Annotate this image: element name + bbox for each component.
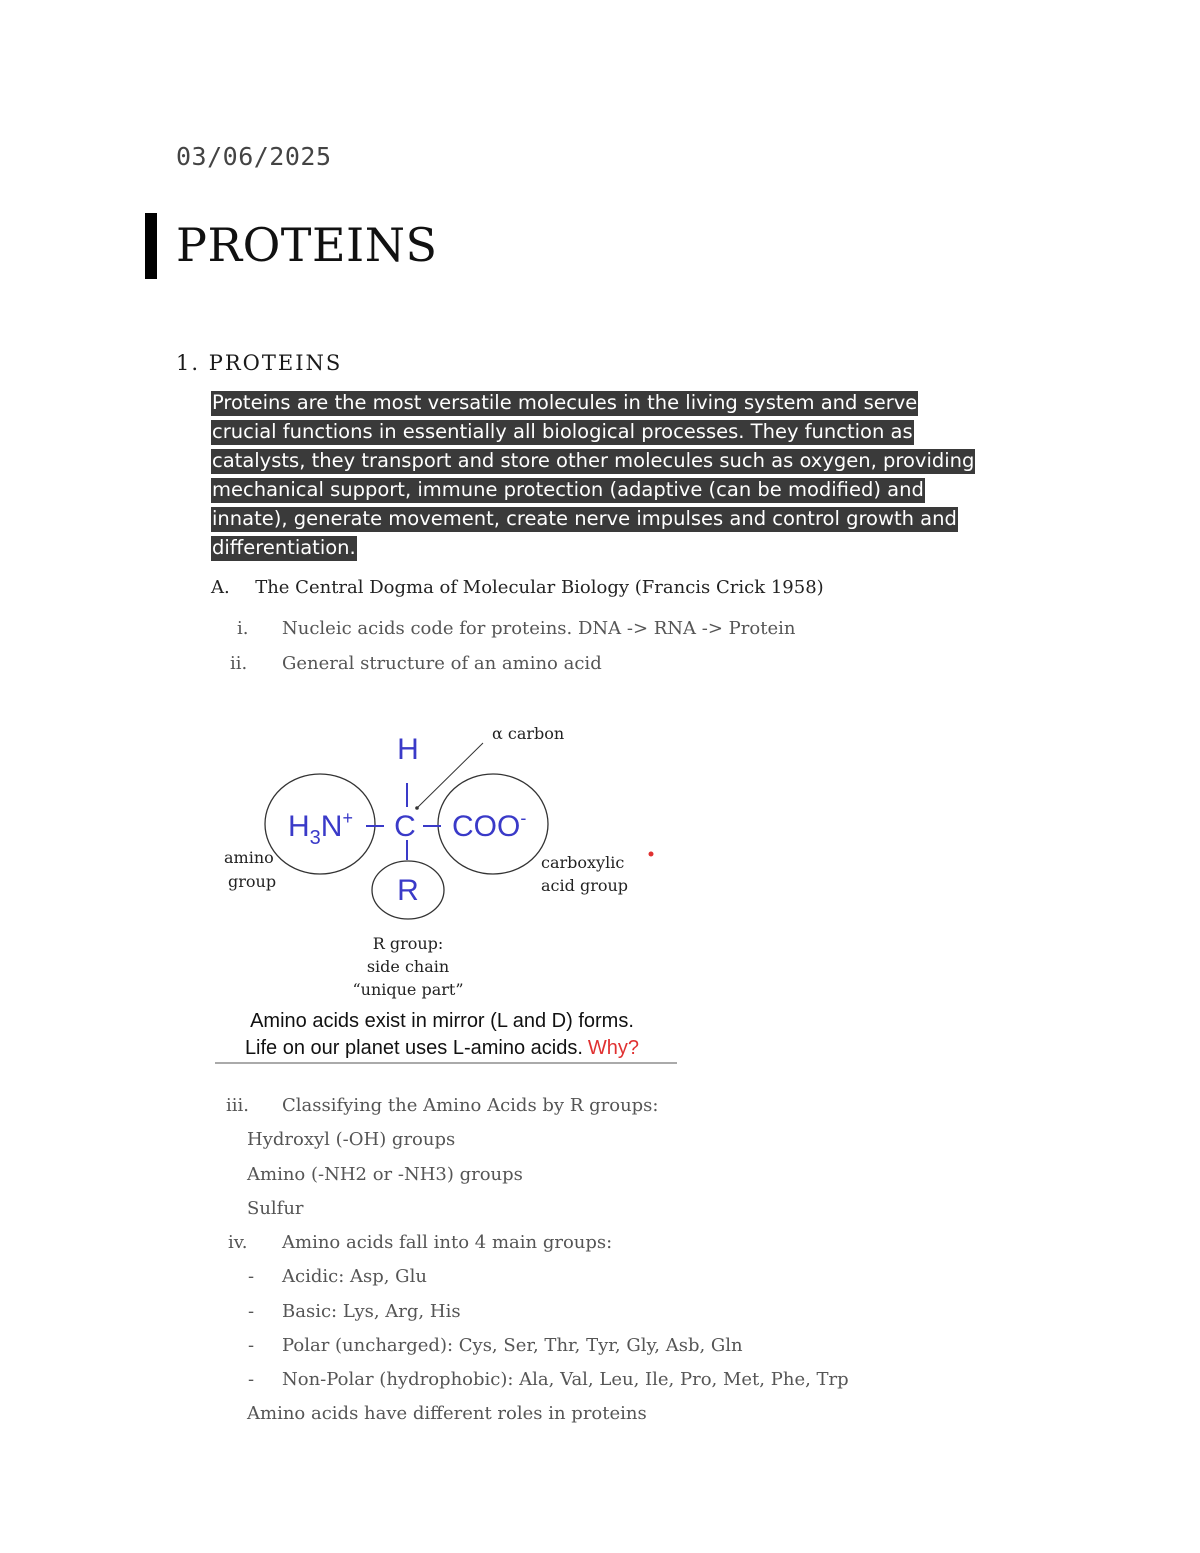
r-group-item: Amino (-NH2 or -NH3) groups (247, 1164, 523, 1185)
list-item: Amino acids fall into 4 main groups: (282, 1232, 613, 1253)
title-accent-bar (145, 213, 157, 279)
atom-h: H (397, 733, 419, 766)
paragraph-line: crucial functions in essentially all biological processes. They function as (212, 420, 913, 443)
amino-group-formula (288, 808, 353, 849)
rgroup-label-line3: “unique part” (352, 980, 464, 999)
subsection-text: The Central Dogma of Molecular Biology (Francis Crick 1958) (255, 577, 824, 598)
bullet-dash: - (248, 1369, 255, 1390)
section-title: PROTEINS (208, 351, 343, 375)
amino-acid-diagram (215, 713, 685, 1068)
section-heading (176, 351, 342, 375)
list-item: General structure of an amino acid (282, 653, 602, 674)
subsection-a (211, 577, 824, 598)
amino-acid-figure (215, 713, 685, 1072)
caption-l-amino: Life on our planet uses L-amino acids. (244, 1037, 583, 1059)
coo-sup: - (520, 808, 527, 828)
h3n-sub: 3 (309, 827, 321, 849)
rgroup-label-line1: R group: (372, 934, 444, 953)
paragraph-line: innate), generate movement, create nerve impulses and control growth and (212, 507, 957, 530)
paragraph-line: mechanical support, immune protection (adaptive (can be modified) and (212, 478, 924, 501)
list-item-marker: iii. (226, 1095, 249, 1116)
carboxylic-label-line1: carboxylic (541, 853, 625, 872)
rgroup-label-line2: side chain (366, 957, 450, 976)
closing-line: Amino acids have different roles in proteins (247, 1403, 647, 1424)
atom-c: C (394, 810, 416, 843)
atom-r: R (397, 874, 419, 907)
red-marker-dot (649, 852, 654, 857)
bullet-dash: - (248, 1335, 255, 1356)
list-item: Classifying the Amino Acids by R groups: (282, 1095, 659, 1116)
group-item: Non-Polar (hydrophobic): Ala, Val, Leu, Ile, Pro, Met, Phe, Trp (282, 1369, 849, 1390)
subsection-marker: A. (211, 577, 230, 598)
bullet-dash: - (248, 1301, 255, 1322)
group-item: Polar (uncharged): Cys, Ser, Thr, Tyr, Gly, Asb, Gln (282, 1335, 743, 1356)
list-item-marker: i. (237, 618, 249, 639)
coo-text: COO (452, 810, 521, 843)
alpha-carbon-label: α carbon (492, 724, 565, 743)
figure-caption-line1: Amino acids exist in mirror (L and D) forms. (250, 1010, 634, 1032)
amino-label-line1: amino (224, 848, 274, 867)
carboxylic-label-line2: acid group (541, 876, 629, 895)
highlighted-paragraph (211, 390, 975, 564)
h3n-h: H (288, 810, 310, 843)
r-group-item: Hydroxyl (-OH) groups (247, 1129, 456, 1150)
carboxyl-formula (452, 808, 526, 843)
r-group-item: Sulfur (247, 1198, 304, 1219)
figure-caption-line2 (245, 1037, 639, 1059)
section-number: 1. (176, 351, 201, 375)
list-item-marker: ii. (230, 653, 248, 674)
paragraph-line: catalysts, they transport and store other molecules such as oxygen, providing (212, 449, 975, 472)
page-title: PROTEINS (176, 218, 438, 272)
list-item-marker: iv. (228, 1232, 248, 1253)
group-item: Acidic: Asp, Glu (282, 1266, 427, 1287)
h3n-sup: + (342, 808, 353, 828)
amino-label-line2: group (228, 872, 277, 891)
paragraph-line: differentiation. (212, 536, 356, 559)
h3n-n: N (320, 810, 343, 843)
list-item: Nucleic acids code for proteins. DNA -> RNA -> Protein (282, 618, 796, 639)
group-item: Basic: Lys, Arg, His (282, 1301, 461, 1322)
alpha-pointer-line (417, 743, 483, 808)
bullet-dash: - (248, 1266, 255, 1287)
document-date: 03/06/2025 (176, 142, 332, 171)
paragraph-line: Proteins are the most versatile molecules in the living system and serve (212, 391, 918, 414)
caption-why: Why? (587, 1037, 640, 1059)
